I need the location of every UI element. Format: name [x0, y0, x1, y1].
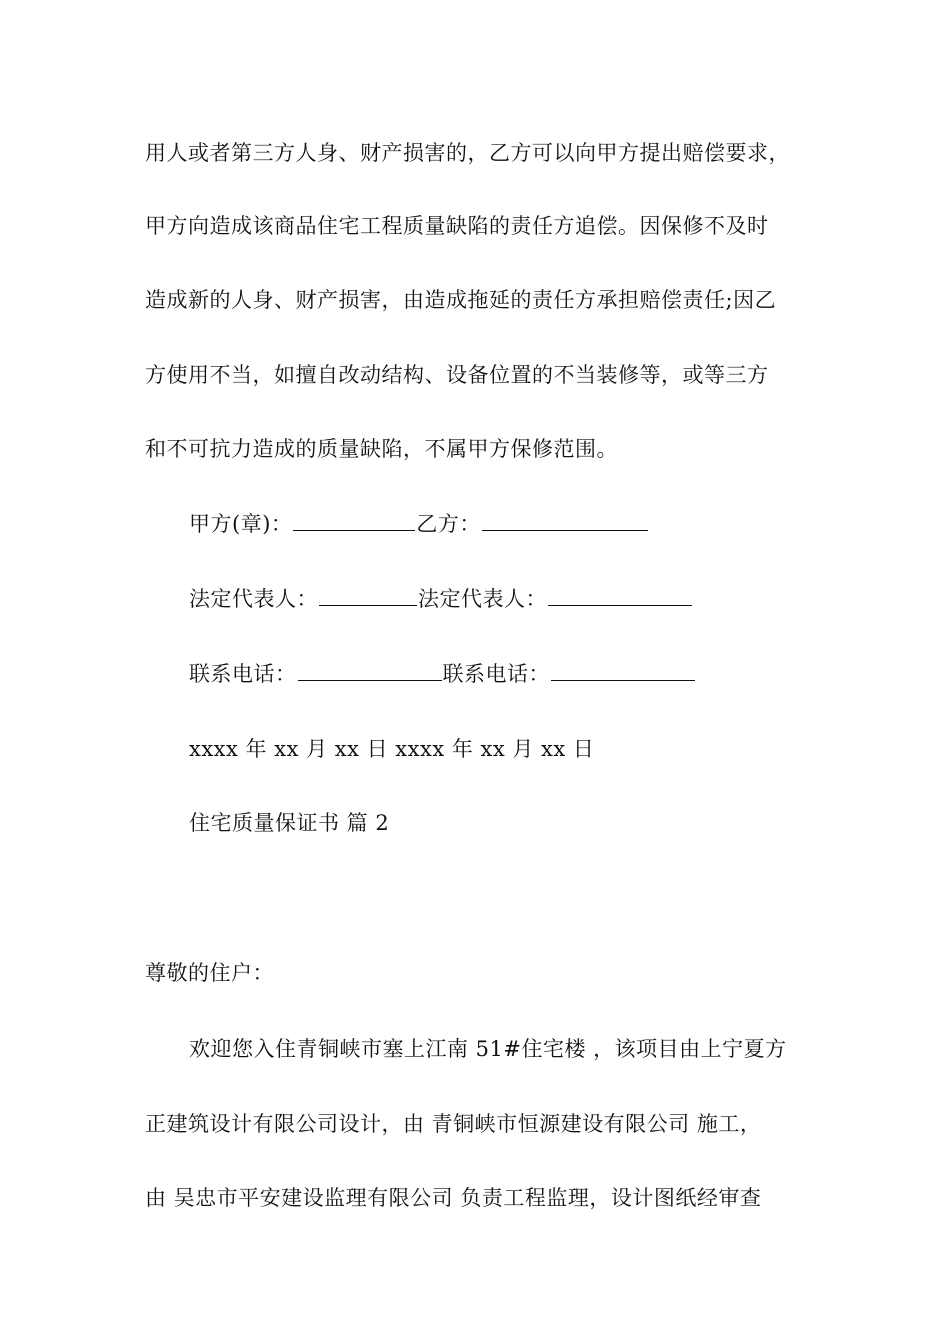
paragraph-line: 造成新的人身、财产损害，由造成拖延的责任方承担赔偿责任;因乙	[145, 288, 777, 312]
paragraph-line: 和不可抗力造成的质量缺陷，不属甲方保修范围。	[145, 437, 618, 461]
salutation: 尊敬的住户：	[145, 961, 274, 985]
paragraph-line: 欢迎您入住青铜峡市塞上江南 51#住宅楼 ，该项目由上宁夏方	[189, 1037, 787, 1061]
paragraph-line: 正建筑设计有限公司设计，由 青铜峡市恒源建设有限公司 施工，	[145, 1112, 762, 1136]
rep-a-label: 法定代表人：	[189, 587, 318, 611]
rep-b-blank[interactable]	[548, 587, 692, 606]
rep-b-label: 法定代表人：	[418, 587, 547, 611]
party-line	[189, 509, 649, 539]
phone-b-label: 联系电话：	[442, 662, 550, 686]
rep-a-blank[interactable]	[319, 587, 417, 606]
phone-line	[189, 659, 696, 689]
date-line: xxxx 年 xx 月 xx 日 xxxx 年 xx 月 xx 日	[189, 737, 595, 761]
phone-a-label: 联系电话：	[189, 662, 297, 686]
party-a-label: 甲方(章)：	[189, 512, 293, 536]
party-b-blank[interactable]	[482, 512, 648, 531]
party-b-label: 乙方：	[416, 512, 481, 536]
paragraph-line: 甲方向造成该商品住宅工程质量缺陷的责任方追偿。因保修不及时	[145, 214, 769, 238]
phone-a-blank[interactable]	[298, 662, 442, 681]
party-a-blank[interactable]	[293, 512, 415, 531]
paragraph-line: 用人或者第三方人身、财产损害的，乙方可以向甲方提出赔偿要求，	[145, 141, 790, 165]
representative-line	[189, 584, 693, 614]
phone-b-blank[interactable]	[551, 662, 695, 681]
section-title: 住宅质量保证书 篇 2	[189, 811, 390, 835]
paragraph-line: 由 吴忠市平安建设监理有限公司 负责工程监理，设计图纸经审查	[145, 1186, 762, 1210]
paragraph-line: 方使用不当，如擅自改动结构、设备位置的不当装修等，或等三方	[145, 363, 769, 387]
